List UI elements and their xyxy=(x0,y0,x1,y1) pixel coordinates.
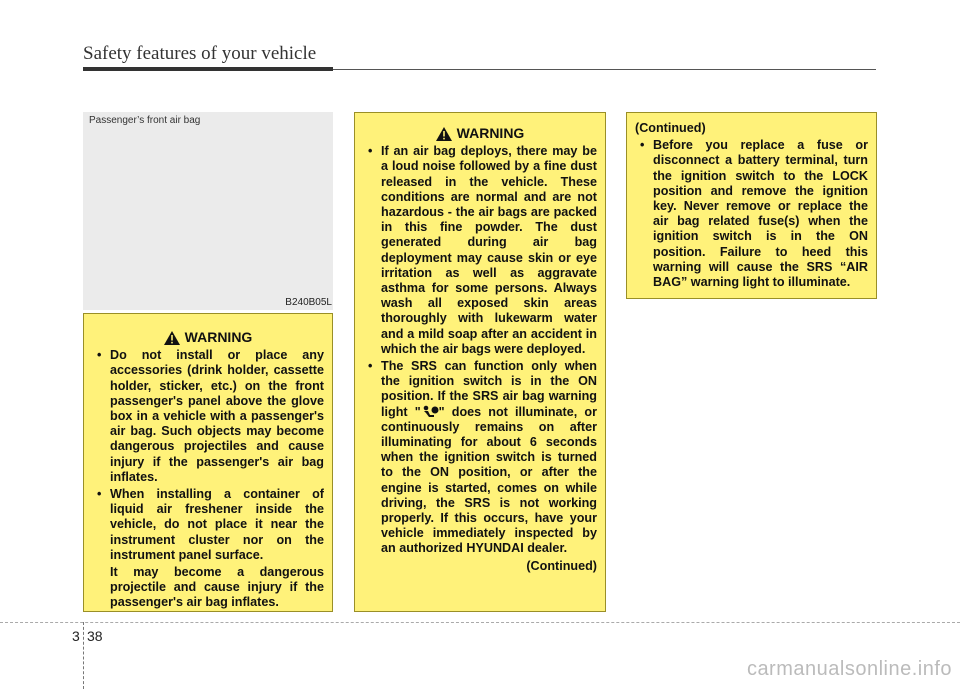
warning-heading-label: WARNING xyxy=(184,329,253,345)
warning-box-deployment xyxy=(354,112,606,612)
passenger-airbag-figure xyxy=(83,112,333,310)
warning-bullet: • If an air bag deploys, there may be a loud noise followed by a fine dust released in the vehicle. These conditions are normal and are not hazardous - the air bags are packed in this fine powder. The dust generated during air bag deployment may cause skin or eye irritation as well as aggravate asthma for some persons. Always wash all exposed skin areas thoroughly with lukewarm water and a mild soap after an accident in which the air bags were deployed. xyxy=(363,144,597,357)
srs-text-before: The SRS can function only when the ignition switch is in the ON position. If the SRS air bag warning light " xyxy=(381,359,597,419)
warning-box-fuse xyxy=(626,112,877,299)
header-rule-thick xyxy=(83,67,333,71)
header-rule-thin xyxy=(333,69,876,70)
page-number: 38 xyxy=(87,628,103,644)
figure-caption: Passenger’s front air bag xyxy=(89,115,201,126)
warning-box-accessories xyxy=(83,313,333,612)
watermark: carmanualsonline.info xyxy=(746,658,952,680)
airbag-warning-light-icon xyxy=(421,405,439,419)
warning-heading xyxy=(92,330,324,345)
warning-triangle-icon xyxy=(164,331,180,345)
page-divider xyxy=(83,622,84,689)
chapter-number: 3 xyxy=(72,628,80,644)
figure-code: B240B05L xyxy=(285,297,332,308)
srs-text-after: " does not illuminate, or continuously remains on after illuminating for about 6 seconds when the ignition switch is turned to the ON position, or after the engine is started, comes on while driving, the SRS is not working properly. If this occurs, have your vehicle immediately inspected by an authorized HYUNDAI dealer. xyxy=(381,404,597,556)
warning-bullet xyxy=(363,359,597,557)
warning-paragraph: It may become a dangerous projectile and cause injury if the passenger's air bag inflates. xyxy=(110,565,324,610)
warning-heading-label: WARNING xyxy=(456,125,525,141)
page-bottom-rule xyxy=(0,622,960,623)
continued-label: (Continued) xyxy=(635,121,706,135)
warning-bullet: • Before you replace a fuse or disconnect a battery terminal, turn the ignition switch to the LOCK position and remove the ignition key. Never remove or replace the air bag related fuse(s) when the ignition switch is in the ON position. Failure to heed this warning will cause the SRS “AIR BAG” warning light to illuminate. xyxy=(635,138,868,290)
warning-heading xyxy=(363,126,597,141)
warning-triangle-icon xyxy=(436,127,452,141)
warning-bullet: • When installing a container of liquid air freshener inside the vehicle, do not place it near the instrument cluster nor on the instrument panel surface. xyxy=(92,487,324,563)
warning-bullet: • Do not install or place any accessories (drink holder, cassette holder, sticker, etc.) on the front passenger's panel above the glove box in a vehicle with a passenger's air bag. Such objects may become dangerous projectiles and cause injury if the passenger's air bag inflates. xyxy=(92,348,324,485)
continued-label: (Continued) xyxy=(526,558,597,573)
page-header-title: Safety features of your vehicle xyxy=(83,43,317,64)
